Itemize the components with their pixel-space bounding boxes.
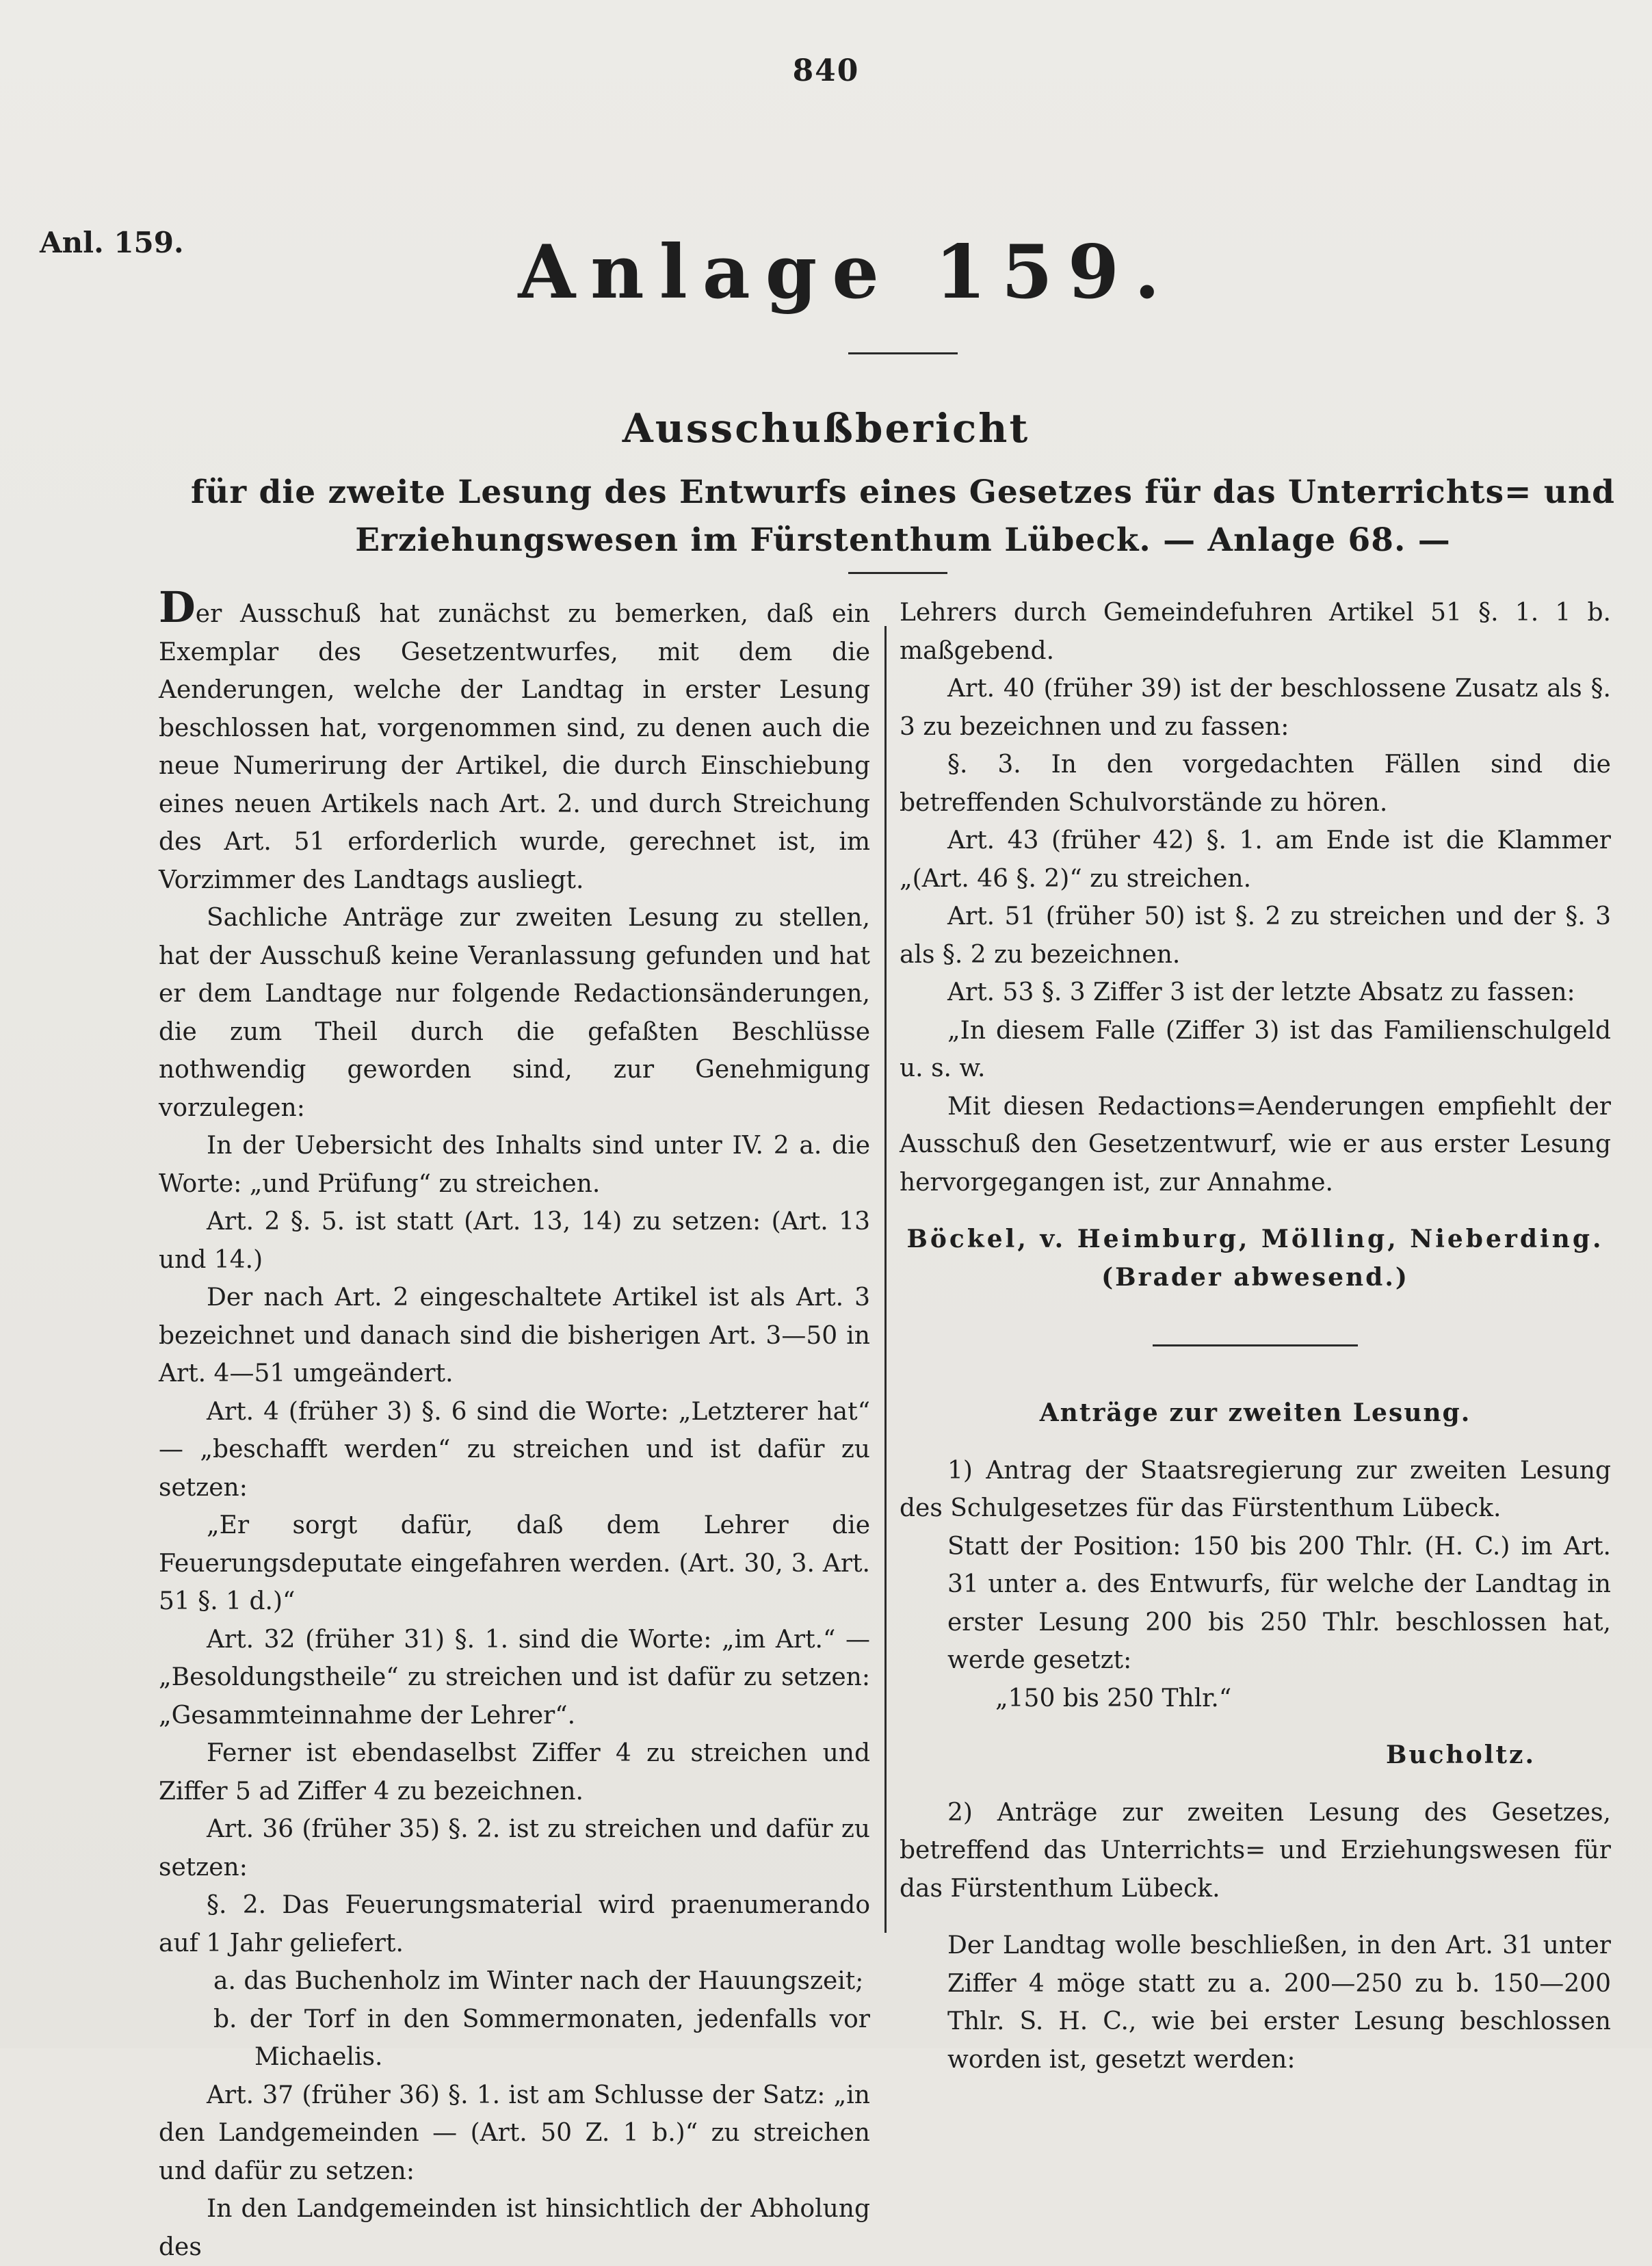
paragraph: Art. 4 (früher 3) §. 6 sind die Worte: „Letzterer hat“ — „beschafft werden“ zu streichen und ist dafür zu setzen: <box>159 1397 870 1502</box>
paragraph: Art. 53 §. 3 Ziffer 3 ist der letzte Absatz zu fassen: <box>947 978 1575 1006</box>
paragraph: Der nach Art. 2 eingeschaltete Artikel ist als Art. 3 bezeichnet und danach sind die bisherigen Art. 3—50 in Art. 4—51 umgeändert. <box>159 1284 870 1388</box>
paragraph: „In diesem Falle (Ziffer 3) ist das Familienschulgeld u. s. w. <box>900 1016 1611 1082</box>
subtitle-rule <box>848 572 947 574</box>
title-rule <box>848 352 958 354</box>
absent-note: (Brader abwesend.) <box>1101 1262 1409 1292</box>
paragraph: Art. 40 (früher 39) ist der beschlossene Zusatz als §. 3 zu bezeichnen und zu fassen: <box>900 675 1611 741</box>
page-number: 840 <box>792 53 860 88</box>
paragraph: In der Uebersicht des Inhalts sind unter IV. 2 a. die Worte: „und Prüfung“ zu streichen. <box>159 1132 870 1198</box>
paragraph: Ferner ist ebendaselbst Ziffer 4 zu streichen und Ziffer 5 ad Ziffer 4 zu bezeichnen. <box>159 1739 870 1806</box>
main-title: Anlage 159. <box>518 229 1175 315</box>
paragraph: „Er sorgt dafür, daß dem Lehrer die Feuerungsdeputate eingefahren werden. (Art. 30, 3. Art. 51 §. 1 d.)“ <box>159 1511 870 1615</box>
report-subtitle: für die zweite Lesung des Entwurfs eines Gesetzes für das Unterrichts= und Erziehungswesen im Fürstenthum Lübeck. — Anlage 68. — <box>191 473 1615 559</box>
paragraph: §. 2. Das Feuerungsmaterial wird praenumerando auf 1 Jahr geliefert. <box>159 1891 870 1957</box>
signature: Bucholtz. <box>1386 1741 1536 1769</box>
intro-paragraph <box>159 582 870 899</box>
paragraph: 1) Antrag der Staatsregierung zur zweiten Lesung des Schulgesetzes für das Fürstenthum Lübeck. <box>900 1456 1611 1522</box>
intro-text: er Ausschuß hat zunächst zu bemerken, daß ein Exemplar des Gesetzentwurfes, mit dem die Aenderungen, welche der Landtag in erster Lesung beschlossen hat, vorgenommen sind, zu denen auch die neue Numerirung der Artikel, die durch Einschiebung eines neuen Artikels nach Art. 2. und durch Streichung des Art. 51 erforderlich wurde, gerechnet ist, im Vorzimmer des Landtags ausliegt. <box>159 600 870 894</box>
paragraph: Art. 37 (früher 36) §. 1. ist am Schlusse der Satz: „in den Landgemeinden — (Art. 50 Z. 1 b.)“ zu streichen und dafür zu setzen: <box>159 2081 870 2185</box>
paragraph: §. 3. In den vorgedachten Fällen sind die betreffenden Schulvorstände zu hören. <box>900 751 1611 817</box>
paragraph: Der Landtag wolle beschließen, in den Art. 31 unter Ziffer 4 möge statt zu a. 200—250 zu b. 150—200 Thlr. S. H. C., wie bei erster Lesung beschlossen worden ist, gesetzt werden: <box>947 1931 1611 2074</box>
paragraph: Sachliche Anträge zur zweiten Lesung zu stellen, hat der Ausschuß keine Veranlassung gefunden und hat er dem Landtage nur folgende Redactionsänderungen, die zum Theil durch die gefaßten Beschlüsse nothwendig geworden sind, zur Genehmigung vorzulegen: <box>159 904 870 1122</box>
paragraph: Art. 32 (früher 31) §. 1. sind die Worte: „im Art.“ — „Besoldungstheile“ zu streichen und ist dafür zu setzen: „Gesammteinnahme der Lehrer“. <box>159 1625 870 1730</box>
margin-note: Anl. 159. <box>40 226 184 259</box>
paragraph: „150 bis 250 Thlr.“ <box>995 1684 1232 1712</box>
left-column <box>159 582 870 2266</box>
list-item: a. das Buchenholz im Winter nach der Hauungszeit; <box>213 1967 864 1995</box>
right-column <box>900 594 1611 2079</box>
paragraph: Lehrers durch Gemeindefuhren Artikel 51 §. 1. 1 b. maßgebend. <box>900 599 1611 665</box>
paragraph: Art. 43 (früher 42) §. 1. am Ende ist die Klammer „(Art. 46 §. 2)“ zu streichen. <box>900 826 1611 893</box>
signatories: Böckel, v. Heimburg, Mölling, Nieberding. <box>906 1225 1604 1253</box>
paragraph: 2) Anträge zur zweiten Lesung des Gesetzes, betreffend das Unterrichts= und Erziehungswesen für das Fürstenthum Lübeck. <box>900 1798 1611 1903</box>
section-title: Anträge zur zweiten Lesung. <box>1039 1398 1471 1427</box>
paragraph: Art. 36 (früher 35) §. 2. ist zu streichen und dafür zu setzen: <box>159 1815 870 1881</box>
paragraph: In den Landgemeinden ist hinsichtlich der Abholung des <box>159 2195 870 2261</box>
paragraph: Art. 51 (früher 50) ist §. 2 zu streichen und der §. 3 als §. 2 zu bezeichnen. <box>900 902 1611 969</box>
column-divider <box>884 626 887 1933</box>
list-item: b. der Torf in den Sommermonaten, jedenfalls vor Michaelis. <box>213 2005 870 2071</box>
report-title: Ausschußbericht <box>622 405 1030 452</box>
paragraph: Statt der Position: 150 bis 200 Thlr. (H. C.) im Art. 31 unter a. des Entwurfs, für welche der Landtag in erster Lesung 200 bis 250 Thlr. beschlossen hat, werde gesetzt: <box>947 1532 1611 1674</box>
drop-cap: D <box>159 582 196 632</box>
paragraph: Art. 2 §. 5. ist statt (Art. 13, 14) zu setzen: (Art. 13 und 14.) <box>159 1208 870 1274</box>
paragraph: Mit diesen Redactions=Aenderungen empfiehlt der Ausschuß den Gesetzentwurf, wie er aus erster Lesung hervorgegangen ist, zur Annahme. <box>900 1092 1611 1197</box>
section-rule <box>1153 1344 1358 1346</box>
